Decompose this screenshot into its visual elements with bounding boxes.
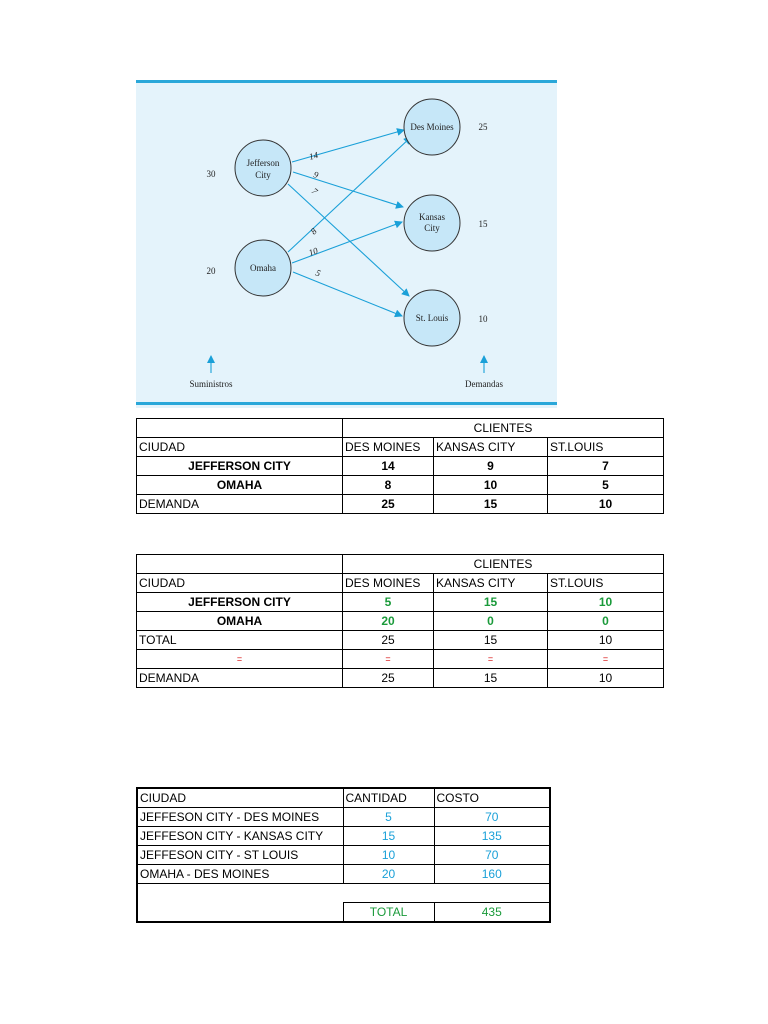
row-label: OMAHA bbox=[137, 476, 343, 495]
edge-cost-o-sl: 5 bbox=[314, 267, 322, 279]
demand-cell: 15 bbox=[434, 495, 548, 514]
cost-cell: 135 bbox=[434, 827, 550, 846]
equals-mark: = bbox=[343, 650, 434, 669]
column-header: KANSAS CITY bbox=[434, 574, 548, 593]
table-row bbox=[137, 574, 664, 593]
total-value: 435 bbox=[434, 903, 550, 923]
table-row bbox=[137, 846, 550, 865]
column-header: ST.LOUIS bbox=[548, 574, 664, 593]
edge-cost-o-kc: 10 bbox=[307, 245, 320, 258]
node-label-des-moines: Des Moines bbox=[410, 122, 454, 132]
cost-cell: 7 bbox=[548, 457, 664, 476]
route-cell: OMAHA - DES MOINES bbox=[137, 865, 343, 884]
demand-label: DEMANDA bbox=[137, 495, 343, 514]
total-label: TOTAL bbox=[137, 631, 343, 650]
node-label-kansas-1: Kansas bbox=[419, 212, 445, 222]
node-label-jefferson-1: Jefferson bbox=[246, 158, 280, 168]
cost-cell: 160 bbox=[434, 865, 550, 884]
edge-cost-o-dm: 8 bbox=[308, 226, 319, 237]
equals-mark: = bbox=[434, 650, 548, 669]
column-header: CANTIDAD bbox=[343, 788, 434, 808]
supply-omaha: 20 bbox=[206, 266, 216, 276]
table-row bbox=[137, 419, 664, 438]
total-cell: 15 bbox=[434, 631, 548, 650]
allocation-cell: 0 bbox=[548, 612, 664, 631]
demand-cell: 25 bbox=[343, 669, 434, 688]
cost-cell: 5 bbox=[548, 476, 664, 495]
cost-cell: 70 bbox=[434, 846, 550, 865]
quantity-cell: 15 bbox=[343, 827, 434, 846]
edge-cost-j-dm: 14 bbox=[307, 149, 320, 162]
table-row bbox=[137, 593, 664, 612]
table-row bbox=[137, 612, 664, 631]
quantity-cell: 5 bbox=[343, 808, 434, 827]
table-row bbox=[137, 669, 664, 688]
demand-cell: 15 bbox=[434, 669, 548, 688]
route-cell: JEFFESON CITY - DES MOINES bbox=[137, 808, 343, 827]
clients-header: CLIENTES bbox=[343, 555, 664, 574]
demand-des-moines: 25 bbox=[478, 122, 488, 132]
total-cell: 25 bbox=[343, 631, 434, 650]
node-label-omaha: Omaha bbox=[250, 263, 276, 273]
edge-omaha-stlouis bbox=[293, 272, 402, 316]
table-row bbox=[137, 495, 664, 514]
supplies-label: Suministros bbox=[189, 379, 233, 389]
table-row bbox=[137, 788, 550, 808]
empty-cell bbox=[137, 884, 343, 903]
edge-cost-j-sl: 7 bbox=[309, 185, 320, 197]
route-cost-table bbox=[136, 787, 551, 923]
empty-cell bbox=[137, 555, 343, 574]
demand-label: DEMANDA bbox=[137, 669, 343, 688]
demands-label: Demandas bbox=[465, 379, 503, 389]
table-row bbox=[137, 476, 664, 495]
demand-cell: 10 bbox=[548, 669, 664, 688]
empty-cell bbox=[137, 903, 343, 923]
quantity-cell: 20 bbox=[343, 865, 434, 884]
empty-cell bbox=[137, 419, 343, 438]
column-header: CIUDAD bbox=[137, 788, 343, 808]
edge-jefferson-stlouis bbox=[288, 184, 409, 296]
column-header: KANSAS CITY bbox=[434, 438, 548, 457]
edge-cost-j-kc: 9 bbox=[312, 169, 320, 181]
city-header: CIUDAD bbox=[137, 438, 343, 457]
row-label: JEFFERSON CITY bbox=[137, 457, 343, 476]
edge-jefferson-kansas bbox=[293, 172, 403, 207]
empty-cell bbox=[343, 884, 434, 903]
table-row bbox=[137, 555, 664, 574]
equals-mark: = bbox=[548, 650, 664, 669]
cost-cell: 70 bbox=[434, 808, 550, 827]
cost-cell: 10 bbox=[434, 476, 548, 495]
cost-cell: 9 bbox=[434, 457, 548, 476]
table-row bbox=[137, 631, 664, 650]
network-svg bbox=[136, 80, 557, 408]
quantity-cell: 10 bbox=[343, 846, 434, 865]
route-cell: JEFFESON CITY - KANSAS CITY bbox=[137, 827, 343, 846]
table-row bbox=[137, 808, 550, 827]
allocation-table bbox=[136, 554, 664, 688]
allocation-cell: 20 bbox=[343, 612, 434, 631]
row-label: JEFFERSON CITY bbox=[137, 593, 343, 612]
node-label-jefferson-2: City bbox=[255, 170, 271, 180]
table-row bbox=[137, 884, 550, 903]
row-label: OMAHA bbox=[137, 612, 343, 631]
demand-cell: 25 bbox=[343, 495, 434, 514]
allocation-cell: 0 bbox=[434, 612, 548, 631]
cost-cell: 8 bbox=[343, 476, 434, 495]
total-cell: 10 bbox=[548, 631, 664, 650]
column-header: DES MOINES bbox=[343, 438, 434, 457]
empty-cell bbox=[434, 884, 550, 903]
table-row bbox=[137, 457, 664, 476]
table-row bbox=[137, 438, 664, 457]
table-row bbox=[137, 650, 664, 669]
clients-header: CLIENTES bbox=[343, 419, 664, 438]
demand-st-louis: 10 bbox=[478, 314, 488, 324]
demand-cell: 10 bbox=[548, 495, 664, 514]
cost-cell: 14 bbox=[343, 457, 434, 476]
supply-jefferson: 30 bbox=[206, 169, 216, 179]
allocation-cell: 5 bbox=[343, 593, 434, 612]
node-jefferson-city bbox=[235, 140, 291, 196]
node-label-kansas-2: City bbox=[424, 223, 440, 233]
cost-table bbox=[136, 418, 664, 514]
column-header: DES MOINES bbox=[343, 574, 434, 593]
table-row bbox=[137, 865, 550, 884]
demand-kansas: 15 bbox=[478, 219, 488, 229]
table-row bbox=[137, 903, 550, 923]
table-row bbox=[137, 827, 550, 846]
transport-network-diagram bbox=[136, 80, 557, 408]
edge-omaha-desmoines bbox=[288, 137, 411, 252]
allocation-cell: 10 bbox=[548, 593, 664, 612]
route-cell: JEFFESON CITY - ST LOUIS bbox=[137, 846, 343, 865]
equals-mark: = bbox=[137, 650, 343, 669]
total-label: TOTAL bbox=[343, 903, 434, 923]
allocation-cell: 15 bbox=[434, 593, 548, 612]
column-header: ST.LOUIS bbox=[548, 438, 664, 457]
node-label-st-louis: St. Louis bbox=[415, 313, 449, 323]
column-header: COSTO bbox=[434, 788, 550, 808]
city-header: CIUDAD bbox=[137, 574, 343, 593]
